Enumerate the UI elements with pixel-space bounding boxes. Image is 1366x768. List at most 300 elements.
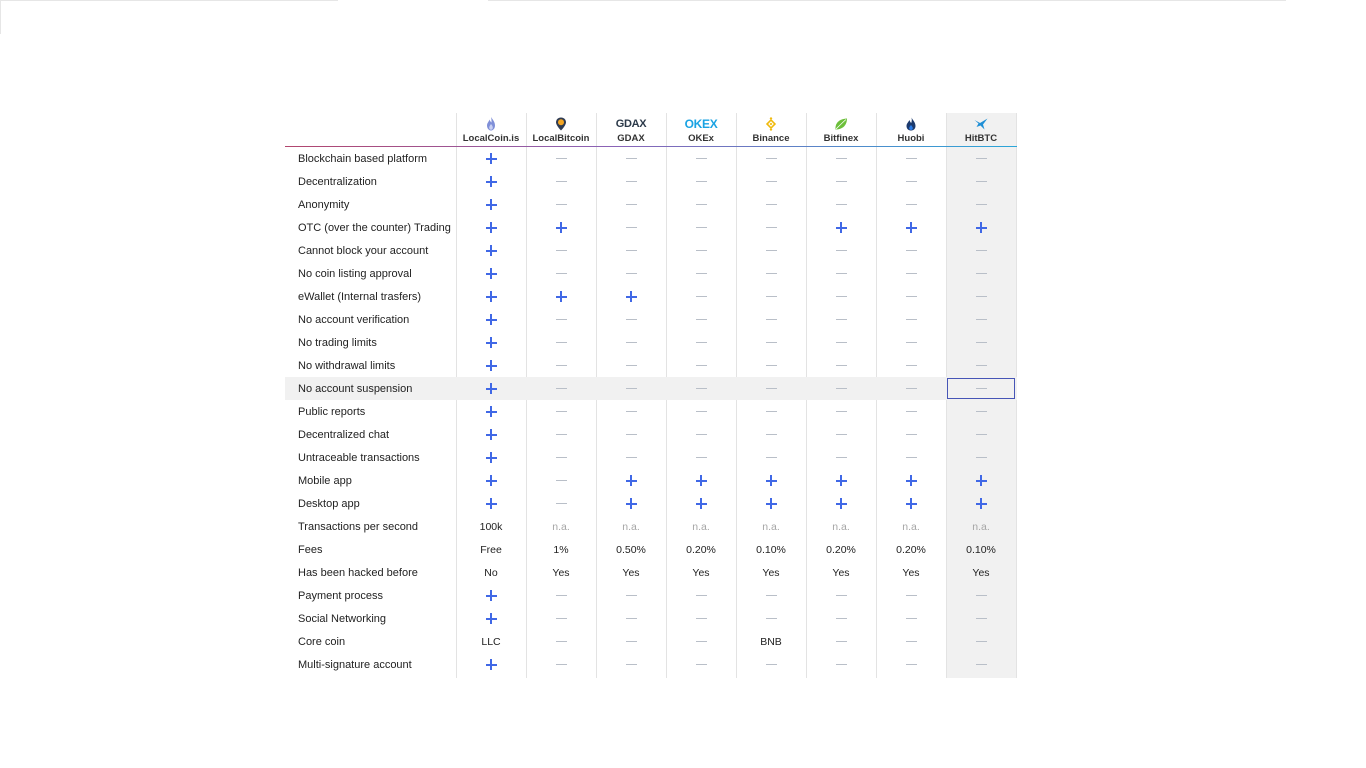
table-row[interactable] [285,216,1017,239]
minus-icon [976,664,987,666]
table-cell[interactable] [526,285,596,308]
table-cell[interactable] [806,515,876,538]
table-cell[interactable] [946,400,1016,423]
table-cell[interactable] [596,400,666,423]
table-cell[interactable] [736,354,806,377]
feature-label: Mobile app [298,474,352,487]
table-cell[interactable] [806,653,876,676]
table-cell[interactable] [806,354,876,377]
table-cell[interactable] [666,308,736,331]
minus-icon [696,296,707,298]
minus-icon [556,664,567,666]
table-cell[interactable] [876,147,946,170]
minus-icon [556,457,567,459]
table-cell[interactable] [946,515,1016,538]
table-row[interactable] [285,239,1017,262]
table-cell[interactable] [526,354,596,377]
table-cell[interactable] [526,216,596,239]
feature-label: Transactions per second [298,520,419,533]
table-row[interactable] [285,423,1017,446]
minus-icon [626,250,637,252]
table-cell[interactable] [666,584,736,607]
table-row[interactable] [285,469,1017,492]
table-cell[interactable] [456,147,526,170]
table-cell[interactable] [736,515,806,538]
minus-icon [696,641,707,643]
table-cell[interactable] [876,331,946,354]
table-cell[interactable] [526,630,596,653]
feature-label: eWallet (Internal trasfers) [298,290,422,303]
table-cell[interactable] [806,561,876,584]
minus-icon [976,457,987,459]
header-okex[interactable] [666,113,736,146]
table-cell[interactable] [456,446,526,469]
table-cell[interactable] [876,377,946,400]
table-cell[interactable] [946,653,1016,676]
table-row[interactable] [285,331,1017,354]
table-cell[interactable] [526,446,596,469]
table-cell[interactable] [666,262,736,285]
minus-icon [766,181,777,183]
table-header [456,113,1016,146]
table-cell[interactable] [596,584,666,607]
table-cell[interactable] [736,285,806,308]
table-cell[interactable] [596,193,666,216]
table-cell[interactable] [806,193,876,216]
table-cell[interactable] [876,469,946,492]
minus-icon [696,388,707,390]
table-row[interactable] [285,147,1017,170]
table-cell[interactable] [806,538,876,561]
table-cell[interactable] [526,239,596,262]
table-cell[interactable] [596,285,666,308]
table-cell[interactable] [456,423,526,446]
table-cell[interactable] [456,308,526,331]
table-cell[interactable] [876,630,946,653]
minus-icon [696,250,707,252]
table-cell[interactable] [456,354,526,377]
header-hitbtc[interactable] [946,113,1016,146]
table-cell[interactable] [526,170,596,193]
table-cell[interactable] [736,193,806,216]
table-row[interactable] [285,515,1017,538]
table-cell[interactable] [666,400,736,423]
table-cell[interactable] [666,561,736,584]
minus-icon [836,595,847,597]
table-cell[interactable] [526,262,596,285]
table-cell[interactable] [806,607,876,630]
table-cell[interactable] [666,216,736,239]
plus-icon [486,498,497,509]
minus-icon [766,319,777,321]
minus-icon [626,204,637,206]
table-cell[interactable] [456,331,526,354]
header-huobi[interactable] [876,113,946,146]
minus-icon [836,158,847,160]
table-row[interactable] [285,561,1017,584]
table-cell[interactable] [596,446,666,469]
minus-icon [906,365,917,367]
table-cell[interactable] [596,492,666,515]
table-cell[interactable] [736,170,806,193]
table-cell[interactable] [526,147,596,170]
gdax-wordmark: GDAX [615,117,647,130]
feature-label: Blockchain based platform [298,152,428,165]
table-cell[interactable] [456,469,526,492]
table-cell[interactable] [456,630,526,653]
table-row[interactable] [285,584,1017,607]
table-cell[interactable] [806,400,876,423]
minus-icon [556,319,567,321]
table-cell[interactable] [946,492,1016,515]
table-cell[interactable] [736,538,806,561]
table-cell[interactable] [456,492,526,515]
plus-icon [696,498,707,509]
table-cell[interactable] [526,193,596,216]
minus-icon [836,641,847,643]
feature-label: Cannot block your account [298,244,429,257]
minus-icon [696,273,707,275]
table-cell[interactable] [806,423,876,446]
table-cell[interactable] [456,538,526,561]
table-cell[interactable] [736,400,806,423]
cell-value: Yes [832,566,850,579]
minus-icon [556,365,567,367]
table-cell[interactable] [526,607,596,630]
minus-icon [556,641,567,643]
table-row[interactable] [285,354,1017,377]
minus-icon [836,411,847,413]
table-row[interactable] [285,400,1017,423]
exchange-comparison-table [285,113,1017,679]
table-cell[interactable] [876,193,946,216]
table-cell[interactable] [806,469,876,492]
table-cell[interactable] [946,561,1016,584]
table-cell[interactable] [876,515,946,538]
table-cell[interactable] [666,147,736,170]
minus-icon [906,595,917,597]
table-cell[interactable] [456,216,526,239]
minus-icon [976,319,987,321]
table-cell[interactable] [456,239,526,262]
table-cell[interactable] [596,653,666,676]
table-cell[interactable] [876,561,946,584]
table-cell[interactable] [946,630,1016,653]
table-cell[interactable] [526,538,596,561]
table-cell[interactable] [596,170,666,193]
table-cell[interactable] [456,515,526,538]
table-cell[interactable] [526,515,596,538]
minus-icon [976,365,987,367]
table-row[interactable] [285,285,1017,308]
cell-value: Yes [902,566,920,579]
minus-icon [696,664,707,666]
cell-value: 100k [479,520,503,533]
table-cell[interactable] [666,331,736,354]
header-gdax[interactable] [596,113,666,146]
table-cell[interactable] [456,653,526,676]
table-cell[interactable] [596,216,666,239]
header-localcoin[interactable] [456,113,526,146]
table-cell[interactable] [806,308,876,331]
column-name: Huobi [897,133,925,144]
table-cell[interactable] [876,239,946,262]
minus-icon [696,342,707,344]
table-cell[interactable] [736,630,806,653]
table-cell[interactable] [806,216,876,239]
header-localbitcoin[interactable] [526,113,596,146]
table-row[interactable] [285,170,1017,193]
table-cell[interactable] [736,147,806,170]
table-cell[interactable] [876,423,946,446]
table-cell[interactable] [876,492,946,515]
table-row[interactable] [285,262,1017,285]
table-cell[interactable] [806,331,876,354]
minus-icon [556,181,567,183]
table-cell[interactable] [526,492,596,515]
table-cell[interactable] [596,469,666,492]
plus-icon [976,498,987,509]
table-cell[interactable] [666,285,736,308]
table-cell[interactable] [806,446,876,469]
table-cell[interactable] [946,170,1016,193]
table-row[interactable] [285,630,1017,653]
table-cell[interactable] [736,584,806,607]
cell-value: 0.50% [616,543,646,556]
table-cell[interactable] [946,262,1016,285]
table-cell[interactable] [526,561,596,584]
minus-icon [906,411,917,413]
minus-icon [906,250,917,252]
table-cell[interactable] [666,377,736,400]
minus-icon [696,227,707,229]
table-cell[interactable] [596,538,666,561]
feature-label: Desktop app [298,497,360,510]
column-name: HitBTC [964,133,998,144]
table-cell[interactable] [666,423,736,446]
plus-icon [486,222,497,233]
table-cell[interactable] [666,630,736,653]
table-cell[interactable] [526,331,596,354]
table-cell[interactable] [876,262,946,285]
table-cell[interactable] [876,653,946,676]
plus-icon [976,475,987,486]
minus-icon [836,181,847,183]
table-cell[interactable] [526,377,596,400]
table-row[interactable] [285,446,1017,469]
table-cell[interactable] [666,653,736,676]
table-cell[interactable] [946,331,1016,354]
minus-icon [836,204,847,206]
minus-icon [906,273,917,275]
table-cell[interactable] [946,423,1016,446]
minus-icon [696,457,707,459]
table-cell[interactable] [456,262,526,285]
table-cell[interactable] [736,492,806,515]
header-bitfinex[interactable] [806,113,876,146]
column-name: Bitfinex [823,133,859,144]
table-cell[interactable] [946,193,1016,216]
minus-icon [906,319,917,321]
table-cell[interactable] [806,584,876,607]
minus-icon [906,388,917,390]
left-border [0,0,1,34]
table-cell[interactable] [876,354,946,377]
huobi-flame-icon [906,113,916,132]
table-cell[interactable] [596,308,666,331]
table-cell[interactable] [666,354,736,377]
minus-icon [556,250,567,252]
table-cell[interactable] [596,607,666,630]
table-cell[interactable] [456,377,526,400]
table-cell[interactable] [526,308,596,331]
table-cell[interactable] [736,377,806,400]
table-cell[interactable] [596,262,666,285]
table-cell[interactable] [666,538,736,561]
table-row[interactable] [285,653,1017,676]
minus-icon [556,503,567,505]
minus-icon [626,641,637,643]
table-cell[interactable] [876,308,946,331]
table-cell[interactable] [456,607,526,630]
table-cell[interactable] [876,538,946,561]
table-cell[interactable] [456,561,526,584]
table-cell[interactable] [946,446,1016,469]
table-cell[interactable] [946,308,1016,331]
table-cell[interactable] [596,354,666,377]
minus-icon [696,434,707,436]
table-cell[interactable] [526,423,596,446]
minus-icon [906,664,917,666]
minus-icon [836,273,847,275]
table-body [285,147,1017,676]
minus-icon [696,618,707,620]
table-cell[interactable] [596,239,666,262]
table-cell[interactable] [596,561,666,584]
minus-icon [976,388,987,390]
minus-icon [976,618,987,620]
table-cell[interactable] [876,584,946,607]
table-cell[interactable] [946,469,1016,492]
table-cell[interactable] [806,170,876,193]
table-cell[interactable] [946,538,1016,561]
table-cell[interactable] [806,492,876,515]
minus-icon [556,434,567,436]
table-cell[interactable] [596,147,666,170]
table-cell[interactable] [736,331,806,354]
table-cell[interactable] [666,492,736,515]
cell-value: LLC [481,635,501,648]
table-cell[interactable] [736,308,806,331]
table-cell[interactable] [806,239,876,262]
table-cell[interactable] [736,423,806,446]
minus-icon [836,618,847,620]
minus-icon [696,319,707,321]
table-row[interactable] [285,492,1017,515]
table-cell[interactable] [596,377,666,400]
table-cell[interactable] [876,216,946,239]
table-cell[interactable] [876,170,946,193]
table-cell[interactable] [736,607,806,630]
minus-icon [556,342,567,344]
table-cell[interactable] [526,469,596,492]
minus-icon [766,342,777,344]
minus-icon [766,618,777,620]
table-cell[interactable] [596,331,666,354]
table-cell[interactable] [876,607,946,630]
table-cell[interactable] [806,285,876,308]
table-cell[interactable] [946,584,1016,607]
table-cell[interactable] [666,515,736,538]
feature-label: Multi-signature account [298,658,412,671]
plus-icon [556,222,567,233]
table-cell[interactable] [596,630,666,653]
table-cell[interactable] [876,285,946,308]
table-cell[interactable] [666,607,736,630]
table-cell[interactable] [736,469,806,492]
cell-value: n.a. [552,520,570,533]
table-cell[interactable] [526,653,596,676]
table-cell[interactable] [456,193,526,216]
table-cell[interactable] [736,216,806,239]
table-cell[interactable] [806,147,876,170]
table-cell[interactable] [526,400,596,423]
table-cell[interactable] [876,446,946,469]
table-cell[interactable] [946,239,1016,262]
feature-label: No trading limits [298,336,377,349]
table-cell[interactable] [946,354,1016,377]
table-cell[interactable] [876,400,946,423]
table-cell[interactable] [736,239,806,262]
table-cell[interactable] [456,170,526,193]
feature-label: Social Networking [298,612,387,625]
table-cell[interactable] [736,653,806,676]
table-cell[interactable] [596,515,666,538]
table-cell[interactable] [666,170,736,193]
table-cell[interactable] [736,561,806,584]
table-cell[interactable] [946,285,1016,308]
table-row[interactable] [285,607,1017,630]
table-cell[interactable] [736,262,806,285]
minus-icon [766,388,777,390]
header-binance[interactable] [736,113,806,146]
table-row[interactable] [285,193,1017,216]
table-cell[interactable] [666,239,736,262]
table-cell[interactable] [946,216,1016,239]
table-cell[interactable] [806,630,876,653]
table-cell[interactable] [666,193,736,216]
table-cell[interactable] [806,377,876,400]
plus-icon [486,475,497,486]
feature-label: Decentralization [298,175,377,188]
table-cell[interactable] [946,607,1016,630]
table-cell[interactable] [456,400,526,423]
table-cell[interactable] [666,469,736,492]
table-row[interactable] [285,538,1017,561]
table-cell[interactable] [736,446,806,469]
table-cell[interactable] [456,584,526,607]
table-cell[interactable] [806,262,876,285]
table-cell[interactable] [946,147,1016,170]
table-cell[interactable] [456,285,526,308]
table-cell[interactable] [526,584,596,607]
minus-icon [906,641,917,643]
table-row[interactable] [285,377,1017,400]
table-cell[interactable] [666,446,736,469]
selected-cell[interactable] [946,377,1016,400]
table-cell[interactable] [596,423,666,446]
table-row[interactable] [285,308,1017,331]
